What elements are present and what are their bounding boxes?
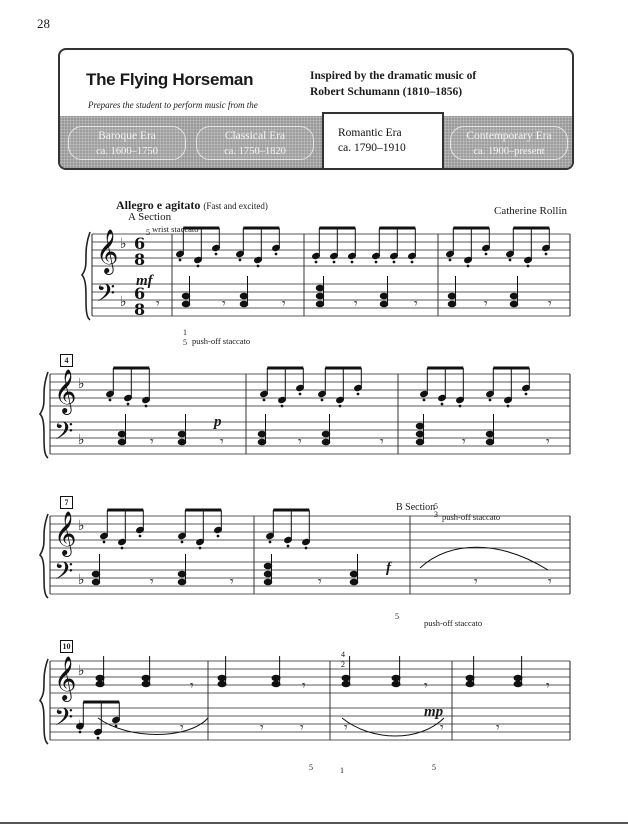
notehead bbox=[264, 563, 272, 569]
staccato-dot bbox=[115, 725, 117, 727]
fingering-5: 5 bbox=[432, 763, 436, 772]
measure-number-4: 4 bbox=[60, 354, 73, 367]
notehead bbox=[240, 301, 248, 307]
chord-notehead bbox=[142, 675, 150, 681]
bass-chord bbox=[92, 554, 100, 585]
chord-notehead bbox=[514, 675, 522, 681]
eighth-rest-icon: 𝄾 bbox=[230, 574, 234, 590]
section-b-label: B Section bbox=[396, 502, 436, 513]
eighth-note-group bbox=[372, 228, 417, 263]
eighth-rest-icon: 𝄾 bbox=[190, 678, 194, 694]
flat-key-signature-icon: ♭ bbox=[120, 294, 127, 310]
bass-chord bbox=[486, 414, 494, 445]
fingering-5: 5 bbox=[146, 228, 150, 237]
treble-clef-icon: 𝄞 bbox=[96, 229, 119, 273]
flat-key-signature-icon: ♭ bbox=[78, 376, 85, 392]
staccato-dot bbox=[357, 393, 359, 395]
bass-chord bbox=[416, 414, 424, 445]
staccato-dot bbox=[275, 253, 277, 255]
staccato-dot bbox=[411, 261, 413, 263]
bass-chord bbox=[118, 414, 126, 445]
eighth-rest-icon: 𝄾 bbox=[354, 296, 358, 312]
chord-notehead bbox=[218, 681, 226, 687]
staccato-dot bbox=[197, 265, 199, 267]
bass-chord bbox=[264, 554, 272, 585]
fingering-5: 5 bbox=[309, 763, 313, 772]
composer-name: Catherine Rollin bbox=[494, 205, 568, 217]
notehead bbox=[264, 571, 272, 577]
pushoff-staccato-label-3: push-off staccato bbox=[424, 618, 483, 628]
bass-chord bbox=[380, 276, 388, 307]
eighth-rest-icon: 𝄾 bbox=[546, 678, 550, 694]
fingering-5: 5 bbox=[434, 502, 438, 511]
flat-key-signature-icon: ♭ bbox=[120, 236, 127, 252]
eighth-rest-icon: 𝄾 bbox=[496, 720, 500, 736]
staccato-dot bbox=[305, 547, 307, 549]
notehead bbox=[178, 431, 186, 437]
eighth-rest-icon: 𝄾 bbox=[180, 720, 184, 736]
pushoff-staccato-label-1: push-off staccato bbox=[192, 336, 251, 346]
flat-key-signature-icon: ♭ bbox=[78, 572, 85, 588]
notehead bbox=[416, 423, 424, 429]
time-signature-digit: 6 bbox=[134, 234, 146, 253]
flat-key-signature-icon: ♭ bbox=[78, 663, 85, 679]
time-signature-digit: 8 bbox=[134, 250, 146, 269]
dynamic-mf: mf bbox=[136, 273, 153, 289]
notehead bbox=[350, 579, 358, 585]
staccato-dot bbox=[79, 731, 81, 733]
staccato-dot bbox=[375, 261, 377, 263]
staccato-dot bbox=[217, 535, 219, 537]
staccato-dot bbox=[121, 547, 123, 549]
staccato-dot bbox=[315, 261, 317, 263]
measure-number-7: 7 bbox=[60, 496, 73, 509]
grand-staff-brace bbox=[40, 372, 48, 458]
eighth-rest-icon: 𝄾 bbox=[344, 720, 348, 736]
bass-chord bbox=[182, 276, 190, 307]
page-number: 28 bbox=[37, 16, 50, 31]
staccato-dot bbox=[179, 259, 181, 261]
eighth-rest-icon: 𝄾 bbox=[414, 296, 418, 312]
treble-clef-icon: 𝄞 bbox=[54, 511, 77, 555]
notehead bbox=[448, 293, 456, 299]
fingering-2: 2 bbox=[341, 660, 345, 669]
bass-chord bbox=[178, 554, 186, 585]
staccato-dot bbox=[97, 737, 99, 739]
staccato-dot bbox=[287, 545, 289, 547]
staccato-dot bbox=[109, 399, 111, 401]
staccato-dot bbox=[321, 399, 323, 401]
staccato-dot bbox=[339, 405, 341, 407]
eighth-rest-icon: 𝄾 bbox=[298, 434, 302, 450]
staccato-dot bbox=[103, 541, 105, 543]
staccato-dot bbox=[333, 261, 335, 263]
notehead bbox=[182, 293, 190, 299]
flat-key-signature-icon: ♭ bbox=[78, 518, 85, 534]
eighth-rest-icon: 𝄾 bbox=[220, 434, 224, 450]
tempo-note: (Fast and excited) bbox=[203, 201, 268, 211]
dynamic-f: f bbox=[386, 560, 391, 576]
notehead bbox=[316, 301, 324, 307]
staccato-dot bbox=[423, 399, 425, 401]
notehead bbox=[510, 301, 518, 307]
slur bbox=[342, 718, 444, 736]
eighth-rest-icon: 𝄾 bbox=[548, 574, 552, 590]
notehead bbox=[380, 293, 388, 299]
eighth-rest-icon: 𝄾 bbox=[302, 678, 306, 694]
bass-chord bbox=[258, 414, 266, 445]
notehead bbox=[178, 439, 186, 445]
bass-chord bbox=[178, 414, 186, 445]
eighth-rest-icon: 𝄾 bbox=[150, 434, 154, 450]
grand-staff-brace bbox=[40, 659, 48, 744]
staccato-dot bbox=[299, 393, 301, 395]
bass-chord bbox=[240, 276, 248, 307]
bass-chord bbox=[448, 276, 456, 307]
fingering-1: 1 bbox=[183, 328, 187, 337]
tempo-text: Allegro e agitato bbox=[116, 198, 201, 212]
fingering-5: 5 bbox=[183, 338, 187, 347]
notehead bbox=[322, 431, 330, 437]
eighth-rest-icon: 𝄾 bbox=[222, 296, 226, 312]
eighth-rest-icon: 𝄾 bbox=[424, 678, 428, 694]
notehead bbox=[416, 431, 424, 437]
chord-notehead bbox=[466, 681, 474, 687]
era-range: ca. 1750–1820 bbox=[224, 146, 286, 157]
eighth-note-group bbox=[312, 228, 357, 263]
fingering-3: 3 bbox=[434, 510, 438, 519]
notehead bbox=[92, 571, 100, 577]
fingering-5: 5 bbox=[395, 612, 399, 621]
eighth-rest-icon: 𝄾 bbox=[300, 720, 304, 736]
bass-clef-icon: 𝄢 bbox=[96, 279, 116, 314]
notehead bbox=[316, 293, 324, 299]
inspired-line-1: Inspired by the dramatic music of bbox=[310, 70, 477, 82]
chord-notehead bbox=[218, 675, 226, 681]
dynamic-p: p bbox=[214, 414, 222, 430]
page-bottom-rule bbox=[0, 822, 628, 824]
flat-key-signature-icon: ♭ bbox=[78, 432, 85, 448]
piece-title: The Flying Horseman bbox=[86, 70, 254, 89]
staccato-dot bbox=[199, 547, 201, 549]
notehead bbox=[240, 293, 248, 299]
staccato-dot bbox=[449, 259, 451, 261]
notehead bbox=[380, 301, 388, 307]
system-3 bbox=[40, 511, 570, 598]
staccato-dot bbox=[525, 393, 527, 395]
notehead bbox=[350, 571, 358, 577]
fingering-4: 4 bbox=[341, 650, 345, 659]
treble-clef-icon: 𝄞 bbox=[54, 656, 77, 700]
chord-notehead bbox=[142, 681, 150, 687]
notehead bbox=[178, 571, 186, 577]
slur bbox=[420, 547, 548, 570]
staccato-dot bbox=[269, 541, 271, 543]
chord-notehead bbox=[342, 675, 350, 681]
era-name: Romantic Era bbox=[338, 127, 402, 139]
staccato-dot bbox=[215, 253, 217, 255]
chord-notehead bbox=[342, 681, 350, 687]
notehead bbox=[448, 301, 456, 307]
chord-notehead bbox=[392, 681, 400, 687]
staccato-dot bbox=[257, 265, 259, 267]
eighth-rest-icon: 𝄾 bbox=[484, 296, 488, 312]
staccato-dot bbox=[127, 403, 129, 405]
system-4 bbox=[40, 656, 570, 744]
chord-notehead bbox=[96, 675, 104, 681]
grand-staff-brace bbox=[82, 232, 90, 320]
staccato-dot bbox=[145, 405, 147, 407]
chord-notehead bbox=[466, 675, 474, 681]
staccato-dot bbox=[459, 405, 461, 407]
pushoff-staccato-label-2: push-off staccato bbox=[442, 512, 501, 522]
grand-staff-brace bbox=[40, 514, 48, 598]
staccato-dot bbox=[489, 399, 491, 401]
notehead bbox=[178, 579, 186, 585]
dynamic-mp: mp bbox=[424, 704, 444, 720]
notehead bbox=[182, 301, 190, 307]
staccato-dot bbox=[351, 261, 353, 263]
chord-notehead bbox=[272, 681, 280, 687]
staccato-dot bbox=[139, 535, 141, 537]
staccato-dot bbox=[507, 405, 509, 407]
notehead bbox=[258, 431, 266, 437]
chord-notehead bbox=[272, 675, 280, 681]
eighth-rest-icon: 𝄾 bbox=[150, 574, 154, 590]
bass-clef-icon: 𝄢 bbox=[54, 557, 74, 592]
notehead bbox=[264, 579, 272, 585]
staccato-dot bbox=[181, 541, 183, 543]
staccato-dot bbox=[527, 265, 529, 267]
chord-notehead bbox=[96, 681, 104, 687]
bass-chord bbox=[322, 414, 330, 445]
notehead bbox=[92, 579, 100, 585]
chord-notehead bbox=[514, 681, 522, 687]
treble-clef-icon: 𝄞 bbox=[54, 369, 77, 413]
chord-notehead bbox=[392, 675, 400, 681]
staccato-dot bbox=[467, 265, 469, 267]
notehead bbox=[486, 431, 494, 437]
bass-clef-icon: 𝄢 bbox=[54, 417, 74, 452]
notehead bbox=[118, 431, 126, 437]
measure-number-10: 10 bbox=[60, 640, 73, 653]
era-range: ca. 1600–1750 bbox=[96, 146, 158, 157]
bass-clef-icon: 𝄢 bbox=[54, 703, 74, 738]
notehead bbox=[118, 439, 126, 445]
eighth-rest-icon: 𝄾 bbox=[282, 296, 286, 312]
era-name: Baroque Era bbox=[98, 130, 156, 142]
time-signature-digit: 6 bbox=[134, 284, 146, 303]
eighth-rest-icon: 𝄾 bbox=[462, 434, 466, 450]
eighth-rest-icon: 𝄾 bbox=[440, 720, 444, 736]
eighth-rest-icon: 𝄾 bbox=[318, 574, 322, 590]
staccato-dot bbox=[441, 403, 443, 405]
staccato-dot bbox=[281, 405, 283, 407]
inspired-line-2: Robert Schumann (1810–1856) bbox=[310, 86, 463, 98]
eighth-rest-icon: 𝄾 bbox=[548, 296, 552, 312]
staccato-dot bbox=[263, 399, 265, 401]
eighth-rest-icon: 𝄾 bbox=[260, 720, 264, 736]
era-name: Classical Era bbox=[224, 130, 286, 142]
notehead bbox=[510, 293, 518, 299]
prepares-text: Prepares the student to perform music from the bbox=[88, 100, 258, 110]
era-range: ca. 1790–1910 bbox=[338, 142, 406, 154]
eighth-rest-icon: 𝄾 bbox=[380, 434, 384, 450]
staccato-dot bbox=[509, 259, 511, 261]
eighth-rest-icon: 𝄾 bbox=[474, 574, 478, 590]
notehead bbox=[322, 439, 330, 445]
notehead bbox=[258, 439, 266, 445]
staccato-dot bbox=[485, 253, 487, 255]
staccato-dot bbox=[393, 261, 395, 263]
fingering-1: 1 bbox=[340, 766, 344, 775]
era-name: Contemporary Era bbox=[466, 130, 552, 142]
section-a-label: A Section bbox=[128, 211, 172, 223]
notehead bbox=[316, 285, 324, 291]
bass-chord bbox=[510, 276, 518, 307]
eighth-rest-icon: 𝄾 bbox=[156, 296, 160, 312]
bass-chord bbox=[316, 276, 324, 307]
bass-chord bbox=[350, 554, 358, 585]
time-signature-digit: 8 bbox=[134, 300, 146, 319]
era-range: ca. 1900–present bbox=[473, 146, 545, 157]
eighth-rest-icon: 𝄾 bbox=[546, 434, 550, 450]
wrist-staccato-label: wrist staccato bbox=[152, 224, 199, 234]
notehead bbox=[486, 439, 494, 445]
staccato-dot bbox=[239, 259, 241, 261]
notehead bbox=[416, 439, 424, 445]
staccato-dot bbox=[545, 253, 547, 255]
